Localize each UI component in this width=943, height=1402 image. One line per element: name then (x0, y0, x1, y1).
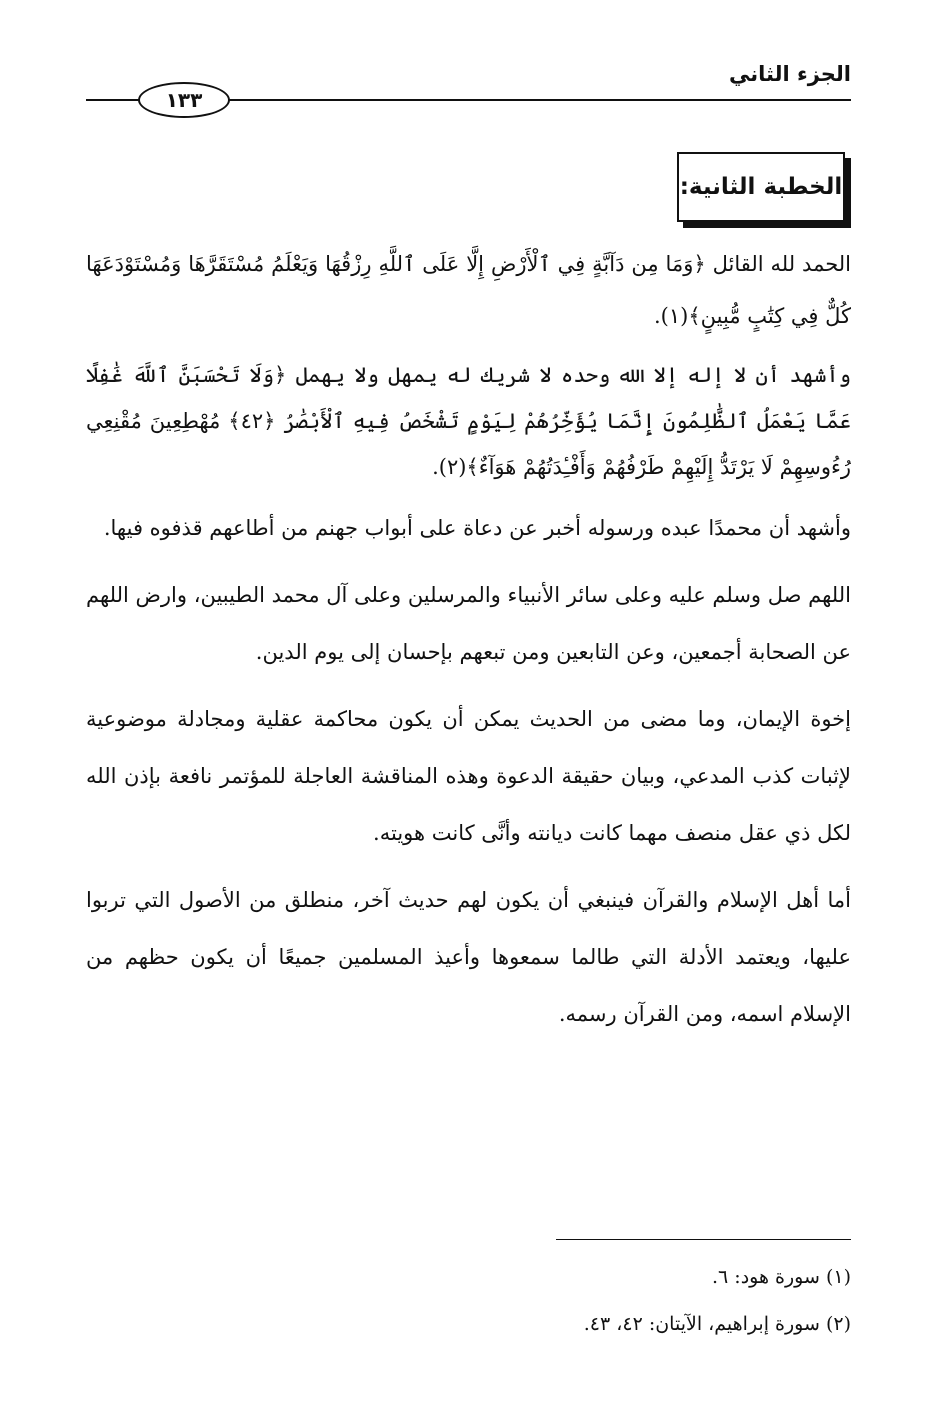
footnote-2: (٢) سورة إبراهيم، الآيتان: ٤٢، ٤٣. (583, 1313, 851, 1335)
page-number-badge: ١٣٣ (138, 82, 230, 118)
paragraph-opening-praise: الحمد لله القائل ﴿وَمَا مِن دَآبَّةٍ فِي ٱلْأَرْضِ إِلَّا عَلَى ٱللَّهِ رِزْقُهَا وَيَعْلَمُ مُسْتَقَرَّهَا وَمُسْتَوْدَعَهَا كُلٌّ فِي كِتَٰبٍ مُّبِينٍ﴾(١). (86, 252, 851, 328)
paragraph-salutation: اللهم صل وسلم عليه وعلى سائر الأنبياء والمرسلين وعلى آل محمد الطيبين، وارض اللهم عن الصحابة أجمعين، وعن التابعين ومن تبعهم بإحسان إلى يوم الدين. (86, 583, 851, 664)
paragraph-prophet: وأشهد أن محمدًا عبده ورسوله أخبر عن دعاة على أبواب جهنم من أطاعهم قذفوه فيها. (103, 516, 851, 540)
body-text (86, 238, 851, 1053)
footnotes (86, 1254, 851, 1348)
paragraph-testimony: وأشهد أن لا إله إلا الله وحده لا شريك له يمهل ولا يهمل ﴿وَلَا تَحْسَبَنَّ ٱللَّهَ غَٰفِلًا عَمَّا يَعْمَلُ ٱلظَّٰلِمُونَ إِنَّمَا يُؤَخِّرُهُمْ لِيَوْمٍ تَشْخَصُ فِيهِ ٱلْأَبْصَٰرُ ﴿٤٢﴾ مُهْطِعِينَ مُقْنِعِي رُءُوسِهِمْ لَا يَرْتَدُّ إِلَيْهِمْ طَرْفُهُمْ وَأَفْـِٔدَتُهُمْ هَوَآءٌ﴾(٢). (86, 363, 852, 479)
paragraph-argument: إخوة الإيمان، وما مضى من الحديث يمكن أن يكون محاكمة عقلية ومجادلة موضوعية لإثبات كذب المدعي، وبيان حقيقة الدعوة وهذه المناقشة العاجلة للمؤتمر نافعة بإذن الله لكل ذي عقل منصف مهما كانت ديانته وأنَّى كانت هويته. (86, 707, 851, 845)
running-title: الجزء الثاني (728, 62, 851, 86)
footnote-1: (١) سورة هود: ٦. (712, 1266, 851, 1288)
section-title: الخطبة الثانية: (677, 152, 845, 222)
paragraph-conclusion: أما أهل الإسلام والقرآن فينبغي أن يكون لهم حديث آخر، منطلق من الأصول التي تربوا عليها، ويعتمد الأدلة التي طالما سمعوها وأعيذ المسلمين جميعًا أن يكون حظهم من الإسلام اسمه، ومن القرآن رسمه. (86, 888, 851, 1026)
footnote-rule (556, 1239, 851, 1240)
